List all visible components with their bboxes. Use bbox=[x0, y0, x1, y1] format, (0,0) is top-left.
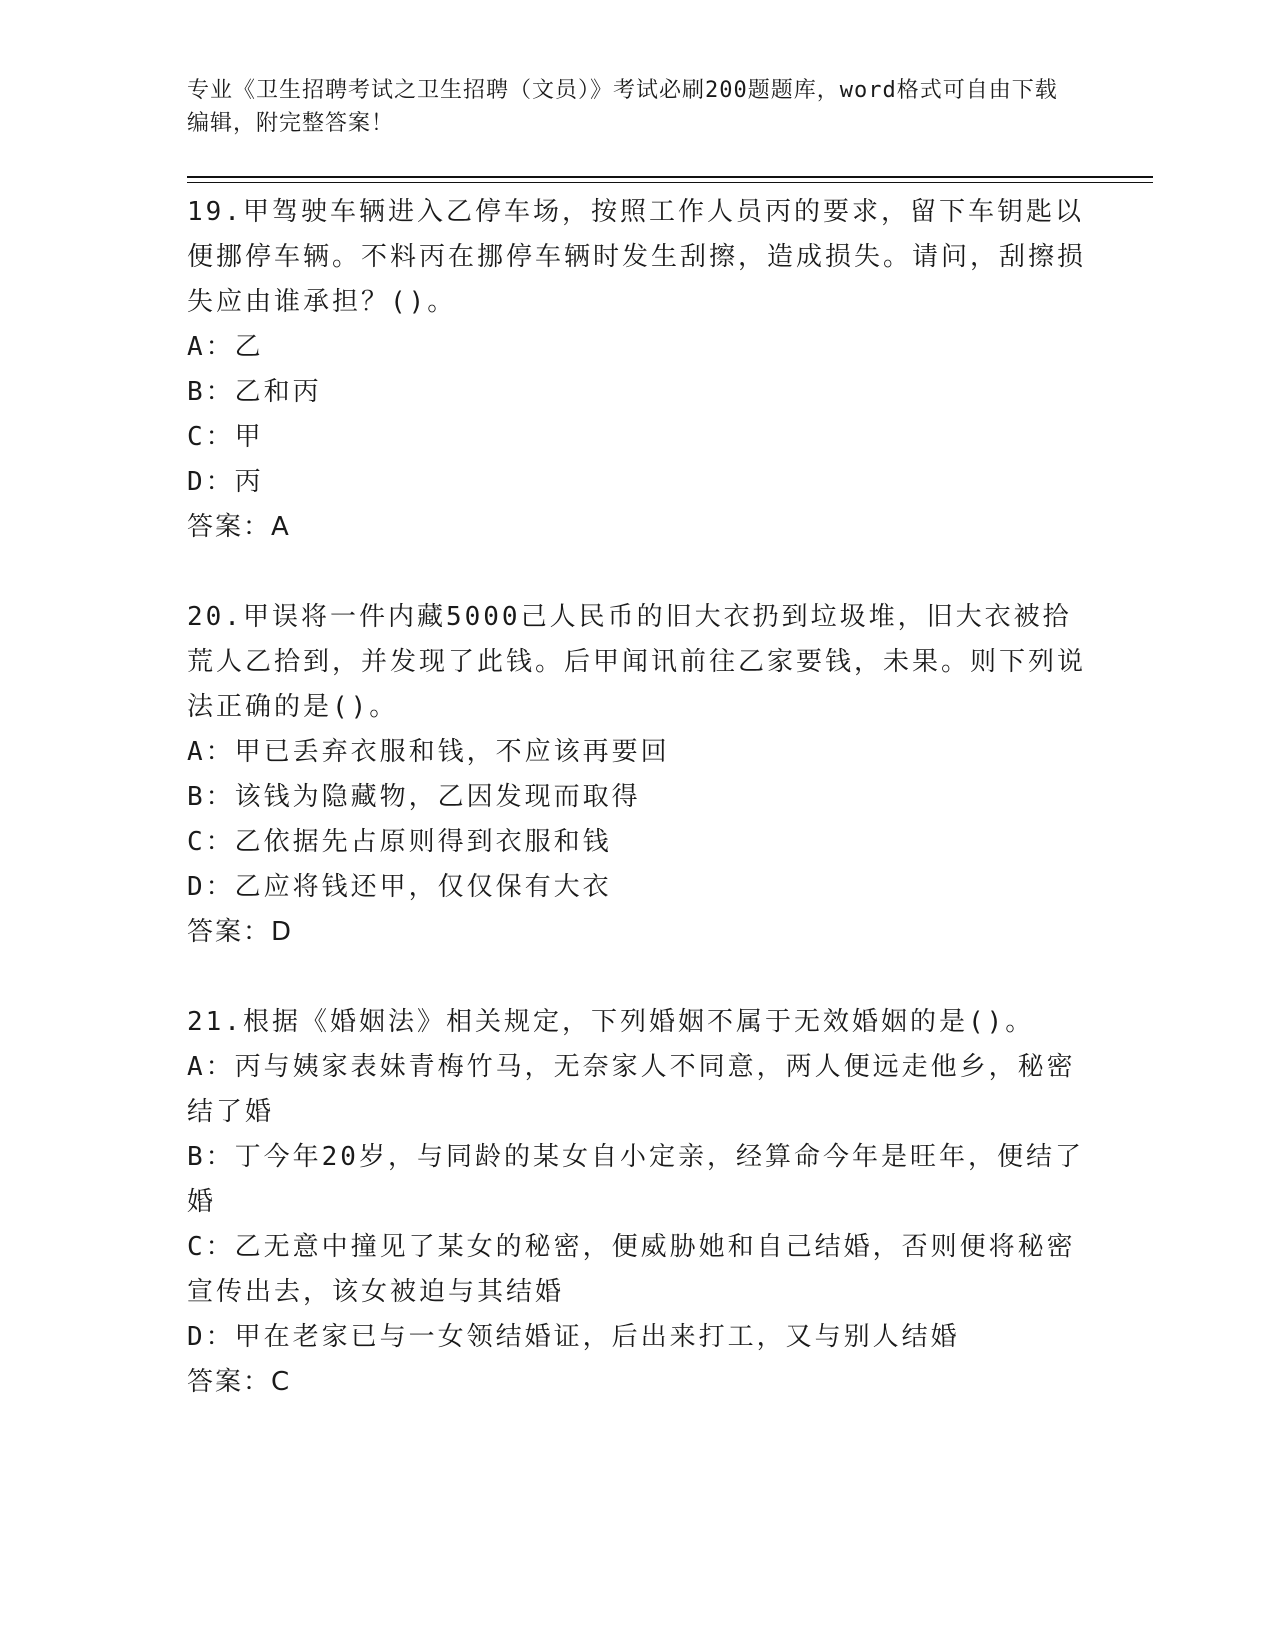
option-d: D：甲在老家已与一女领结婚证，后出来打工，又与别人结婚 bbox=[187, 1322, 960, 1352]
header-divider-thick bbox=[187, 176, 1153, 178]
answer-line: 答案：C bbox=[187, 1367, 292, 1397]
question-list bbox=[187, 190, 1087, 1405]
option-a: A：丙与姨家表妹青梅竹马，无奈家人不同意，两人便远走他乡，秘密结了婚 bbox=[187, 1052, 1076, 1127]
question-spacer bbox=[187, 955, 1087, 1000]
document-intro: 专业《卫生招聘考试之卫生招聘（文员）》考试必刷200题题库，word格式可自由下载编辑，附完整答案！ bbox=[187, 78, 1058, 136]
option-c: C：乙依据先占原则得到衣服和钱 bbox=[187, 827, 612, 857]
question-21 bbox=[187, 1000, 1087, 1405]
option-b: B：乙和丙 bbox=[187, 377, 322, 407]
answer-line: 答案：D bbox=[187, 917, 294, 947]
option-c: C：甲 bbox=[187, 422, 264, 452]
question-19 bbox=[187, 190, 1087, 550]
option-d: D：乙应将钱还甲，仅仅保有大衣 bbox=[187, 872, 612, 902]
question-stem: 21.根据《婚姻法》相关规定，下列婚姻不属于无效婚姻的是()。 bbox=[187, 1007, 1035, 1037]
question-stem: 20.甲误将一件内藏5000己人民币的旧大衣扔到垃圾堆，旧大衣被拾荒人乙拾到，并发现了此钱。后甲闻讯前往乙家要钱，未果。则下列说法正确的是()。 bbox=[187, 602, 1087, 722]
option-d: D：丙 bbox=[187, 467, 264, 497]
option-a: A：乙 bbox=[187, 332, 264, 362]
question-20 bbox=[187, 595, 1087, 955]
question-stem: 19.甲驾驶车辆进入乙停车场，按照工作人员丙的要求，留下车钥匙以便挪停车辆。不料丙在挪停车辆时发生刮擦，造成损失。请问，刮擦损失应由谁承担？()。 bbox=[187, 197, 1087, 317]
answer-line: 答案：A bbox=[187, 512, 291, 542]
header-divider-thin bbox=[187, 182, 1153, 183]
option-b: B：丁今年20岁，与同龄的某女自小定亲，经算命今年是旺年，便结了婚 bbox=[187, 1142, 1084, 1217]
option-c: C：乙无意中撞见了某女的秘密，便威胁她和自己结婚，否则便将秘密宣传出去，该女被迫与其结婚 bbox=[187, 1232, 1076, 1307]
option-b: B：该钱为隐藏物，乙因发现而取得 bbox=[187, 782, 641, 812]
option-a: A：甲已丢弃衣服和钱，不应该再要回 bbox=[187, 737, 670, 767]
question-spacer bbox=[187, 550, 1087, 595]
